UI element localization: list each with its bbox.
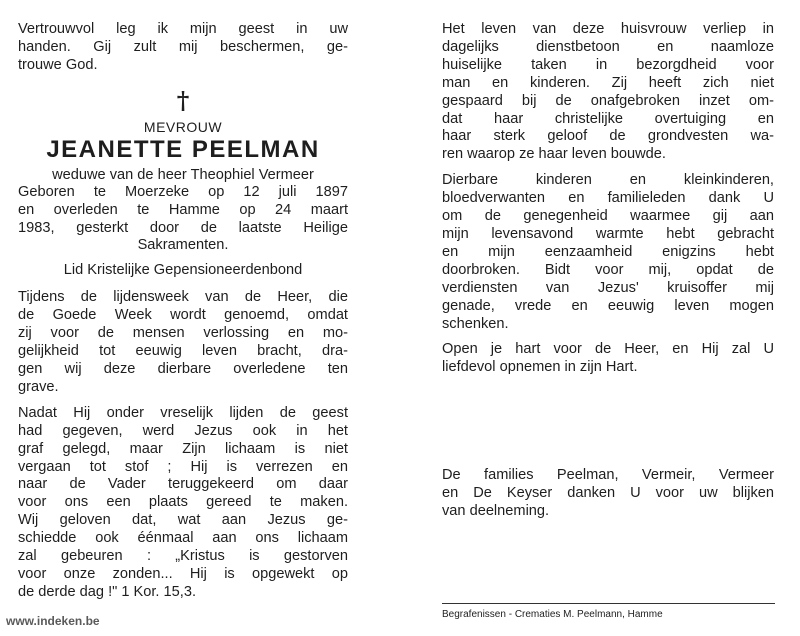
- deceased-name: JEANETTE PEELMAN: [46, 135, 320, 163]
- paragraph-line: had gegeven, werd Jezus ook in het: [18, 422, 348, 439]
- paragraph-line: liefdevol opnemen in zijn Hart.: [442, 359, 638, 376]
- footer-divider: [442, 603, 775, 604]
- opening-verse: [18, 21, 348, 75]
- paragraph-line: graf gelegd, maar Zijn lichaam is niet: [18, 440, 348, 457]
- opening-verse-line: handen. Gij zult mij beschermen, ge-: [18, 38, 348, 55]
- paragraph-line: de derde dag !" 1 Kor. 15,3.: [18, 583, 197, 600]
- cross-icon: †: [176, 85, 190, 115]
- paragraph-line: zij voor de mensen verlossing en mo-: [18, 325, 348, 342]
- gratitude-paragraph: [442, 172, 774, 333]
- paragraph-line: Nadat Hij onder vreselijk lijden de geest: [18, 404, 348, 421]
- paragraph-line: mijn levensavond warmte hebt gebracht: [442, 225, 774, 242]
- prayer-paragraph: [442, 341, 774, 377]
- paragraph-line: zal gebeuren : „Kristus is gestorven: [18, 548, 348, 565]
- paragraph-line: man en kinderen. Zij heeft zich niet: [442, 74, 774, 91]
- paragraph-line: genade, vrede en eeuwig leven mogen: [442, 297, 774, 314]
- paragraph-line: om de genegenheid waarmee gij aan: [442, 208, 774, 225]
- paragraph-line: haar sterk geloof de grondvesten wa-: [442, 128, 774, 145]
- paragraph-line: Het leven van deze huisvrouw verliep in: [442, 21, 774, 37]
- life-dates-line: 1983, gesterkt door de laatste Heilige: [18, 219, 348, 236]
- paragraph-line: van deelneming.: [442, 502, 550, 519]
- holy-week-paragraph: [18, 289, 348, 396]
- left-column: [18, 0, 348, 602]
- paragraph-line: de Goede Week wordt genoemd, omdat: [18, 307, 348, 324]
- paragraph-line: Open je hart voor de Heer, en Hij zal U: [442, 341, 774, 358]
- paragraph-line: en mijn eenzaamheid enigzins hebt: [442, 243, 774, 260]
- life-dates-line: en overleden te Hamme op 24 maart: [18, 201, 348, 218]
- paragraph-line: bloedverwanten en familieleden dank U: [442, 190, 774, 207]
- honorific: MEVROUW: [143, 118, 223, 135]
- membership: Lid Kristelijke Gepensioneerdenbond: [63, 262, 303, 279]
- life-dates: [18, 184, 348, 256]
- paragraph-line: Wij geloven dat, wat aan Jezus ge-: [18, 512, 348, 529]
- funeral-home-credit: Begrafenissen - Crematies M. Peelmann, Hamme: [442, 609, 663, 620]
- paragraph-line: grave.: [18, 378, 59, 395]
- paragraph-line: De families Peelman, Vermeir, Vermeer: [442, 467, 774, 483]
- resurrection-paragraph: [18, 405, 348, 602]
- paragraph-line: gespaard bij de onafgebroken inzet om-: [442, 92, 774, 109]
- paragraph-line: naar de Vader teruggekeerd om daar: [18, 476, 348, 493]
- opening-verse-line: trouwe God.: [18, 56, 98, 73]
- paragraph-line: schenken.: [442, 315, 509, 332]
- paragraph-line: schiedde ook éénmaal aan ons lichaam: [18, 530, 348, 547]
- website-watermark: www.indeken.be: [6, 614, 100, 628]
- paragraph-line: doorbroken. Bidt voor mij, opdat de: [442, 261, 774, 278]
- life-dates-line: Geboren te Moerzeke op 12 juli 1897: [18, 183, 348, 200]
- paragraph-line: dagelijks dienstbetoon en naamloze: [442, 38, 774, 55]
- family-thanks: [442, 467, 774, 521]
- paragraph-line: huiselijke taken in bezorgdheid voor: [442, 56, 774, 73]
- paragraph-line: gelijkheid tot eeuwig leven bracht, dra-: [18, 343, 348, 360]
- paragraph-line: voor ons een plaats gereed te maken.: [18, 494, 348, 511]
- paragraph-line: dat haar christelijke overtuiging en: [442, 110, 774, 127]
- life-dates-line: Sakramenten.: [137, 237, 229, 254]
- paragraph-line: voor onze zonden... Hij is opgewekt op: [18, 565, 348, 582]
- paragraph-line: verdiensten van Jezus' kruisoffer mij: [442, 279, 774, 296]
- opening-verse-line: Vertrouwvol leg ik mijn geest in uw: [18, 21, 348, 37]
- life-description-paragraph: [442, 21, 774, 164]
- paragraph-line: Tijdens de lijdensweek van de Heer, die: [18, 289, 348, 306]
- paragraph-line: en De Keyser danken U voor uw blijken: [442, 484, 774, 501]
- paragraph-line: gen wij deze dierbare overledene ten: [18, 360, 348, 377]
- paragraph-line: vergaan tot stof ; Hij is verrezen en: [18, 458, 348, 475]
- spouse-line: weduwe van de heer Theophiel Vermeer: [52, 166, 314, 183]
- paragraph-line: Dierbare kinderen en kleinkinderen,: [442, 172, 774, 189]
- paragraph-line: ren waarop ze haar leven bouwde.: [442, 146, 666, 163]
- right-column: [442, 0, 774, 519]
- deceased-header: [18, 85, 348, 184]
